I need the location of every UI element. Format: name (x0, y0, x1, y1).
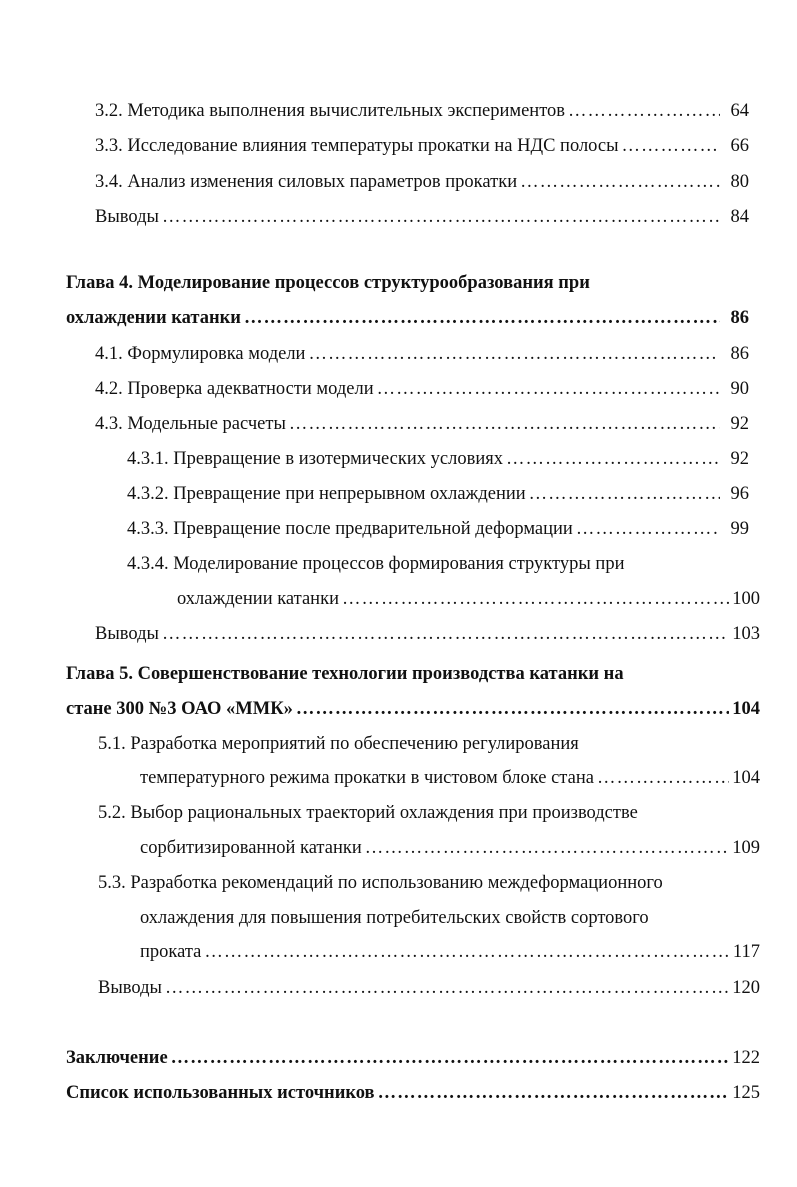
toc-entry-title: Заключение (66, 1048, 168, 1068)
leader-dots (622, 132, 720, 160)
toc-entry-title: температурного режима прокатки в чистовом блоке стана (140, 768, 594, 788)
toc-entry-ch5-conclusions[interactable] (98, 974, 760, 1002)
toc-entry-4-1[interactable] (95, 340, 749, 368)
toc-entry-4-3-4[interactable] (177, 585, 760, 613)
toc-page-number: 125 (732, 1083, 760, 1103)
toc-entry-title: сорбитизированной катанки (140, 838, 362, 858)
toc-entry-4-3-1[interactable] (127, 445, 749, 473)
toc-entry-5-1[interactable] (140, 764, 760, 792)
leader-dots (162, 620, 729, 648)
leader-dots (165, 974, 729, 1002)
toc-entry-ch3-conclusions[interactable] (95, 203, 749, 231)
leader-dots (568, 97, 720, 125)
toc-entry-title: Выводы (95, 624, 159, 644)
toc-entry-4-3-2[interactable] (127, 480, 749, 508)
toc-page-number: 86 (730, 308, 749, 328)
toc-entry-title: Список использованных источников (66, 1083, 375, 1103)
toc-entry-title: 4.3.3. Превращение после предварительной деформации (127, 519, 573, 539)
toc-entry-title: 3.3. Исследование влияния температуры прокатки на НДС полосы (95, 136, 619, 156)
toc-entry-title: проката (140, 942, 202, 962)
toc-page-number: 84 (730, 207, 749, 227)
toc-chapter-5-line1[interactable]: Глава 5. Совершенствование технологии производства катанки на (66, 664, 624, 684)
leader-dots (506, 445, 720, 473)
toc-page-number: 66 (730, 136, 749, 156)
leader-dots (289, 410, 720, 438)
toc-entry-title: охлаждении катанки (66, 308, 241, 328)
toc-entry-title: 4.2. Проверка адекватности модели (95, 379, 374, 399)
toc-entry-title: 4.1. Формулировка модели (95, 344, 306, 364)
toc-entry-title: 4.3.1. Превращение в изотермических условиях (127, 449, 503, 469)
toc-entry-3-2[interactable] (95, 97, 749, 125)
toc-page-number: 122 (732, 1048, 760, 1068)
toc-entry-references[interactable] (66, 1079, 760, 1107)
leader-dots (171, 1044, 730, 1072)
toc-page-number: 64 (730, 101, 749, 121)
toc-entry-title: Выводы (98, 978, 162, 998)
leader-dots (576, 515, 720, 543)
toc-entry-title: 3.2. Методика выполнения вычислительных экспериментов (95, 101, 566, 121)
toc-chapter-4-line1[interactable]: Глава 4. Моделирование процессов структурообразования при (66, 273, 590, 293)
toc-entry-chapter-5[interactable] (66, 695, 760, 723)
toc-entry-5-1-line1[interactable]: 5.1. Разработка мероприятий по обеспечению регулирования (98, 734, 579, 754)
toc-page-number: 96 (730, 484, 749, 504)
leader-dots (378, 1079, 730, 1107)
leader-dots (365, 834, 730, 862)
toc-entry-4-3-4-line1[interactable]: 4.3.4. Моделирование процессов формирования структуры при (127, 554, 625, 574)
toc-entry-4-2[interactable] (95, 375, 749, 403)
leader-dots (520, 168, 720, 196)
toc-page-number: 92 (730, 414, 749, 434)
toc-page-number: 120 (732, 978, 760, 998)
toc-entry-title: Выводы (95, 207, 159, 227)
toc-entry-5-2-line1[interactable]: 5.2. Выбор рациональных траекторий охлаждения при производстве (98, 803, 638, 823)
toc-entry-ch4-conclusions[interactable] (95, 620, 760, 648)
toc-page-number: 103 (732, 624, 760, 644)
toc-entry-chapter-4[interactable] (66, 304, 749, 332)
leader-dots (204, 938, 730, 966)
toc-entry-4-3-3[interactable] (127, 515, 749, 543)
toc-entry-title: охлаждении катанки (177, 589, 339, 609)
toc-page-number: 86 (730, 344, 749, 364)
toc-page-number: 104 (732, 699, 760, 719)
toc-page-number: 90 (730, 379, 749, 399)
toc-entry-5-3-line1[interactable]: 5.3. Разработка рекомендаций по использованию междеформационного (98, 873, 663, 893)
toc-page-number: 92 (730, 449, 749, 469)
toc-entry-5-2[interactable] (140, 834, 760, 862)
leader-dots (597, 764, 729, 792)
toc-entry-title: 3.4. Анализ изменения силовых параметров прокатки (95, 172, 518, 192)
toc-entry-conclusion[interactable] (66, 1044, 760, 1072)
leader-dots (162, 203, 720, 231)
leader-dots (296, 695, 729, 723)
toc-entry-4-3[interactable] (95, 410, 749, 438)
leader-dots (244, 304, 720, 332)
toc-page-number: 104 (732, 768, 760, 788)
toc-entry-5-3-line2[interactable]: охлаждения для повышения потребительских свойств сортового (140, 908, 649, 928)
toc-page-number: 117 (732, 942, 760, 962)
toc-page-number: 99 (730, 519, 749, 539)
toc-entry-5-3[interactable] (140, 938, 760, 966)
leader-dots (529, 480, 720, 508)
toc-entry-3-3[interactable] (95, 132, 749, 160)
toc-entry-3-4[interactable] (95, 168, 749, 196)
toc-entry-title: 4.3. Модельные расчеты (95, 414, 286, 434)
leader-dots (342, 585, 729, 613)
toc-page-number: 100 (732, 589, 760, 609)
toc-entry-title: стане 300 №3 ОАО «ММК» (66, 699, 293, 719)
leader-dots (308, 340, 720, 368)
toc-page-number: 109 (732, 838, 760, 858)
toc-entry-title: 4.3.2. Превращение при непрерывном охлаждении (127, 484, 526, 504)
leader-dots (377, 375, 720, 403)
toc-page-number: 80 (730, 172, 749, 192)
